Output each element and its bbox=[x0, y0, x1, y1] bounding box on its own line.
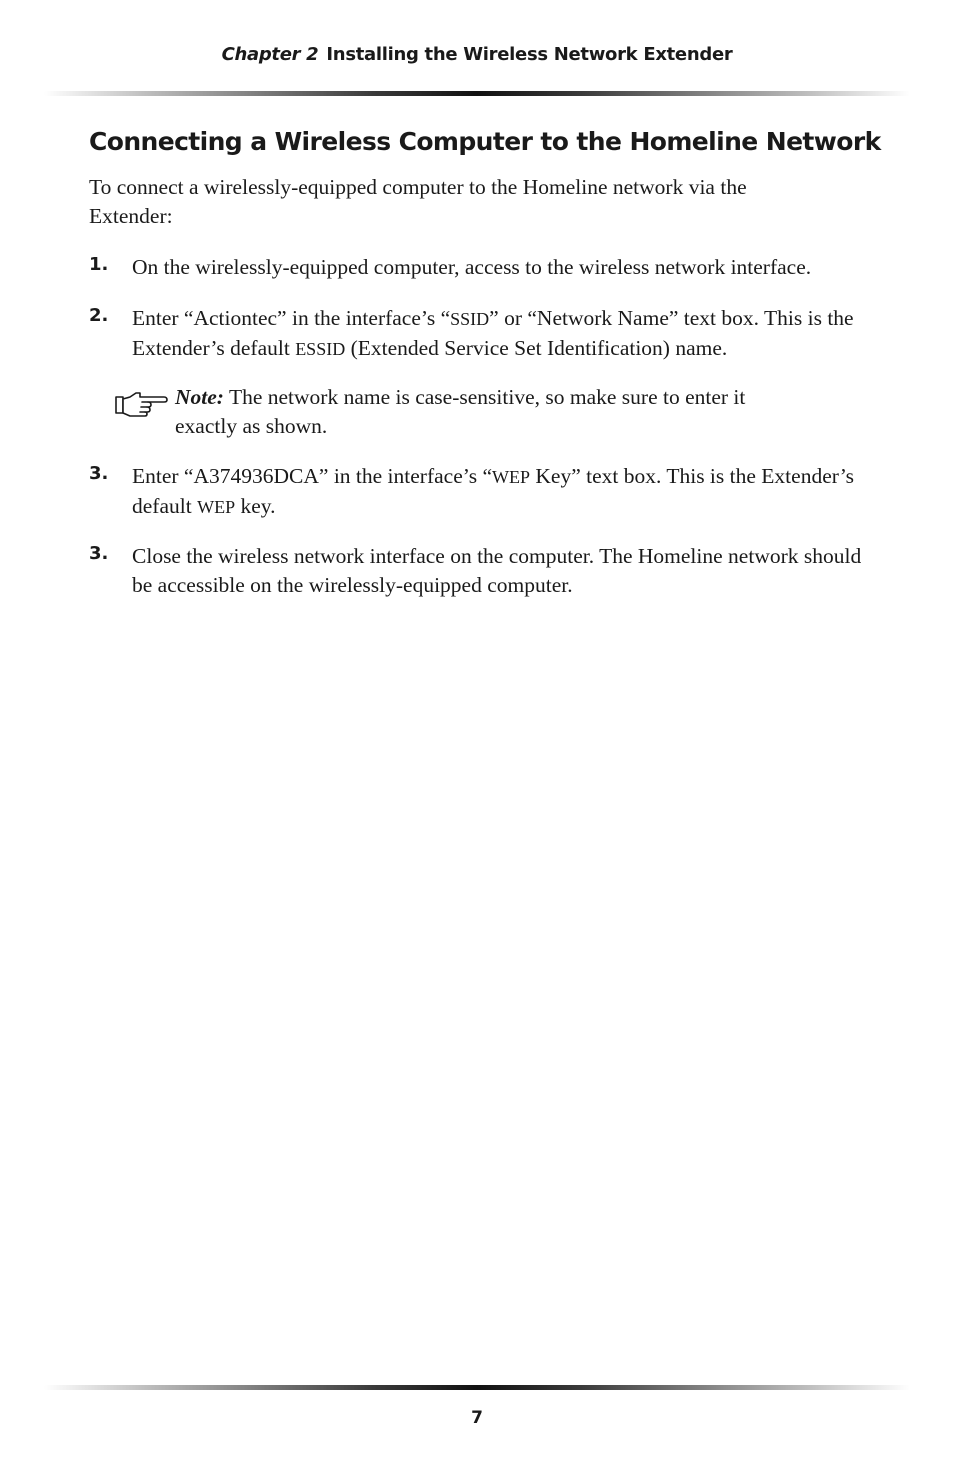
chapter-label: Chapter 2 bbox=[221, 44, 319, 65]
running-header bbox=[0, 44, 954, 65]
wep-term: WEP bbox=[492, 467, 530, 487]
ssid-term: SSID bbox=[450, 309, 490, 329]
note-label: Note: bbox=[175, 385, 224, 409]
step-text: Enter “A374936DCA” in the interface’s “WEP Key” text box. This is the Extender’s default WEP key. bbox=[132, 464, 855, 518]
essid-term: ESSID bbox=[295, 339, 346, 359]
intro-paragraph: To connect a wirelessly-equipped computer to the Homeline network via the Extender: bbox=[89, 175, 747, 228]
page-number: 7 bbox=[471, 1408, 483, 1428]
step-text: On the wirelessly-equipped computer, access to the wireless network interface. bbox=[132, 255, 812, 279]
header-rule bbox=[44, 91, 910, 96]
step-number: 3. bbox=[89, 463, 109, 484]
footer-rule bbox=[44, 1385, 910, 1390]
step-text: Enter “Actiontec” in the interface’s “SSID” or “Network Name” text box. This is the Extender’s default ESSID (Extended Service Set Identification) name. bbox=[132, 306, 854, 360]
wep-term: WEP bbox=[197, 497, 236, 517]
step-number: 2. bbox=[89, 305, 109, 326]
step-text: Close the wireless network interface on the computer. The Homeline network should be accessible on the wirelessly-equipped computer. bbox=[132, 544, 862, 597]
note-text: Note: The network name is case-sensitive, so make sure to enter it exactly as shown. bbox=[175, 385, 746, 438]
section-title: Connecting a Wireless Computer to the Homeline Network bbox=[89, 127, 881, 156]
chapter-title: Installing the Wireless Network Extender bbox=[326, 44, 733, 65]
step-number: 1. bbox=[89, 254, 109, 275]
step-number: 3. bbox=[89, 543, 109, 564]
pointing-hand-icon bbox=[114, 389, 168, 417]
